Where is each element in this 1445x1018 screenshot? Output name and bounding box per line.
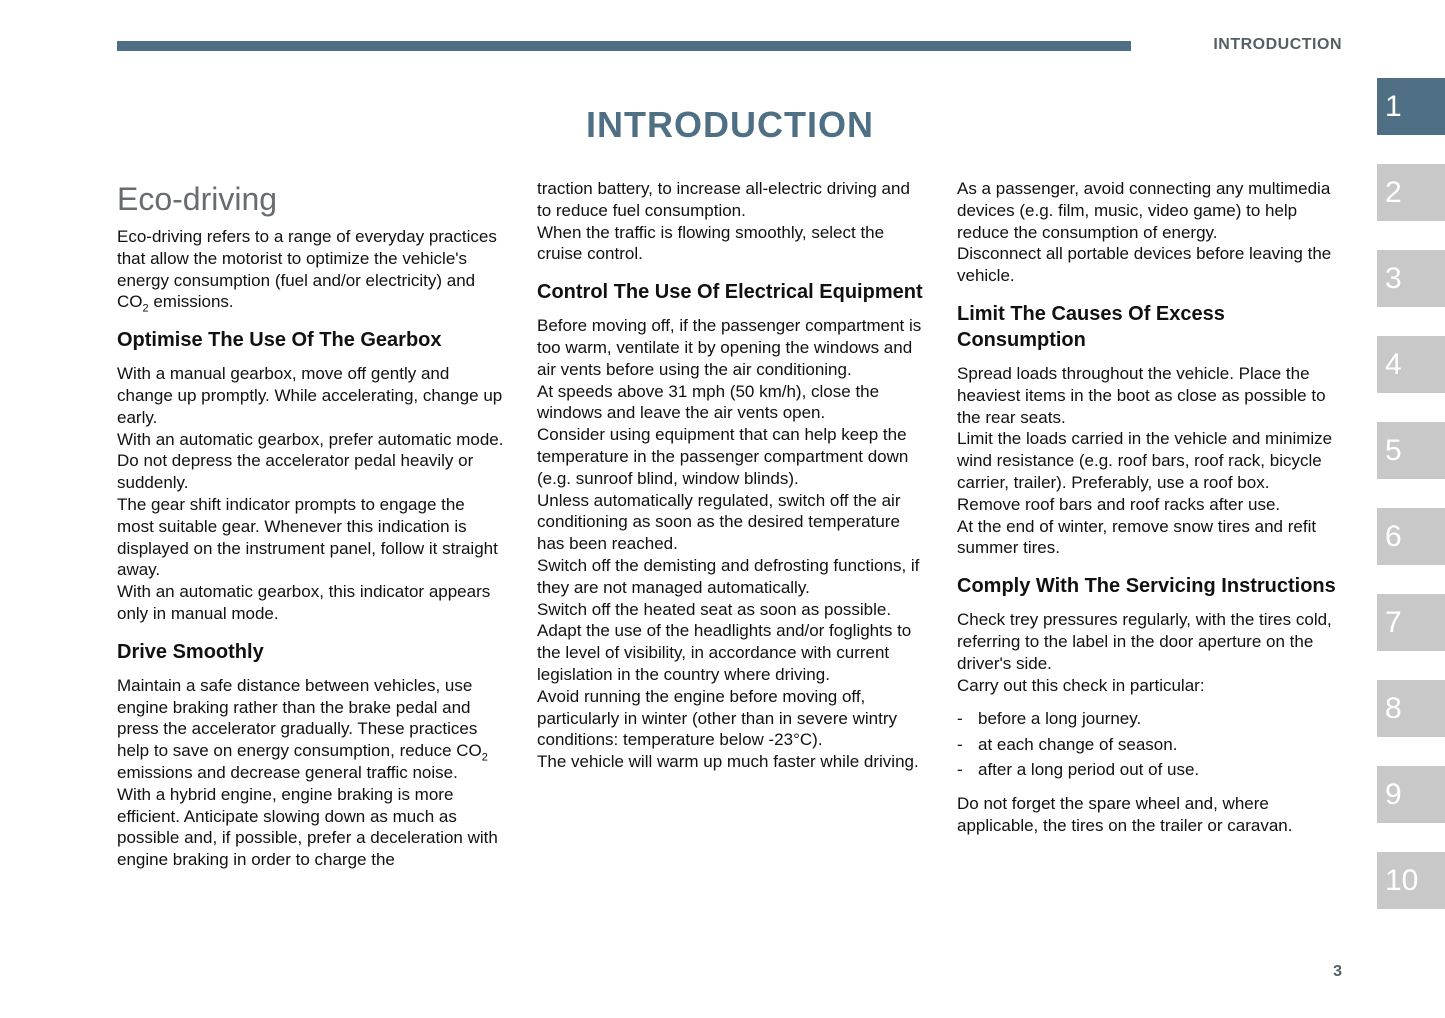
list-item — [957, 757, 1345, 783]
column-1 — [117, 178, 505, 871]
electrical-paragraph-5: Switch off the demisting and defrosting functions, if they are not managed automatically. — [537, 555, 920, 597]
heading-gearbox: Optimise The Use Of The Gearbox — [117, 329, 442, 352]
electrical-paragraph-1: Before moving off, if the passenger compartment is too warm, ventilate it by opening the windows and air vents before using the air conditioning. — [537, 316, 922, 379]
drive-paragraph-2: With a hybrid engine, engine braking is more efficient. Anticipate slowing down as much as possible and, if possible, prefer a deceleration with engine braking in order to charge the — [117, 784, 498, 870]
servicing-paragraph-1: Check trey pressures regularly, with the tires cold, referring to the label in the door aperture on the driver's side. — [957, 610, 1332, 673]
electrical-paragraph-7: Adapt the use of the headlights and/or foglights to the level of visibility, in accordance with current legislation in the country where driving. — [537, 621, 912, 684]
heading-servicing-instructions: Comply With The Servicing Instructions — [957, 575, 1336, 598]
chapter-tab-1[interactable]: 1 — [1377, 78, 1445, 135]
electrical-paragraph-8: Avoid running the engine before moving off, particularly in winter (other than in severe wintry conditions: temperature below -23°C). — [537, 686, 897, 750]
list-item — [957, 732, 1345, 758]
list-item-text: at each change of season. — [978, 734, 1178, 754]
passenger-paragraph-2: Disconnect all portable devices before leaving the vehicle. — [957, 244, 1332, 286]
heading-drive-smoothly: Drive Smoothly — [117, 640, 264, 663]
gearbox-paragraph-1: With a manual gearbox, move off gently and change up promptly. While accelerating, change up early. — [117, 364, 503, 427]
page-title: INTRODUCTION — [586, 104, 874, 145]
chapter-tab-8[interactable]: 8 — [1377, 680, 1445, 737]
drive-paragraph-1 — [117, 675, 505, 784]
drive-text: Maintain a safe distance between vehicles, use engine braking rather than the brake pedal and press the accelerator gradually. These practices help to save on energy consumption, reduce CO — [117, 675, 482, 761]
chapter-tab-5[interactable]: 5 — [1377, 422, 1445, 479]
header-rule — [117, 41, 1131, 51]
excess-paragraph-2: Limit the loads carried in the vehicle and minimize wind resistance (e.g. roof bars, roof rack, bicycle carrier, trailer). Preferably, use a roof box. — [957, 429, 1333, 492]
bullet-dash: - — [957, 734, 963, 754]
list-item-text: after a long period out of use. — [978, 760, 1200, 780]
page-number: 3 — [1333, 963, 1342, 980]
electrical-paragraph-9: The vehicle will warm up much faster while driving. — [537, 752, 919, 772]
bullet-dash: - — [957, 709, 963, 729]
list-item — [957, 706, 1345, 732]
continued-paragraph-2: When the traffic is flowing smoothly, select the cruise control. — [537, 222, 885, 264]
excess-paragraph-1: Spread loads throughout the vehicle. Place the heaviest items in the boot as close as possible to the rear seats. — [957, 363, 1326, 427]
servicing-paragraph-3: Do not forget the spare wheel and, where applicable, the tires on the trailer or caravan. — [957, 793, 1293, 835]
gearbox-paragraph-3: The gear shift indicator prompts to engage the most suitable gear. Whenever this indication is displayed on the instrument panel, follow it straight away. — [117, 494, 498, 580]
chapter-tab-3[interactable]: 3 — [1377, 250, 1445, 307]
excess-paragraph-4: At the end of winter, remove snow tires and refit summer tires. — [957, 516, 1317, 558]
electrical-paragraph-4: Unless automatically regulated, switch off the air conditioning as soon as the desired temperature has been reached. — [537, 490, 901, 554]
column-2 — [537, 178, 925, 773]
drive-subscript: 2 — [481, 751, 488, 764]
eco-intro-subscript: 2 — [142, 302, 149, 315]
chapter-tab-2[interactable]: 2 — [1377, 164, 1445, 221]
chapter-tab-7[interactable]: 7 — [1377, 594, 1445, 651]
eco-intro-text-end: emissions. — [148, 292, 234, 312]
heading-electrical-equipment: Control The Use Of Electrical Equipment — [537, 281, 923, 304]
servicing-checklist — [957, 706, 1345, 783]
chapter-tab-10[interactable]: 10 — [1377, 852, 1445, 909]
bullet-dash: - — [957, 760, 963, 780]
heading-excess-consumption: Limit The Causes Of Excess Consumption — [957, 302, 1225, 351]
continued-paragraph-1: traction battery, to increase all-electric driving and to reduce fuel consumption. — [537, 179, 910, 220]
eco-intro-text: Eco-driving refers to a range of everyday practices that allow the motorist to optimize the vehicle's energy consumption (fuel and/or electricity) and CO — [117, 227, 497, 312]
drive-text-end: emissions and decrease general traffic noise. — [117, 762, 458, 782]
excess-paragraph-3: Remove roof bars and roof racks after use. — [957, 494, 1281, 514]
chapter-tab-6[interactable]: 6 — [1377, 508, 1445, 565]
column-3 — [957, 178, 1345, 836]
passenger-paragraph-1: As a passenger, avoid connecting any multimedia devices (e.g. film, music, video game) to help reduce the consumption of energy. — [957, 179, 1331, 242]
chapter-tab-9[interactable]: 9 — [1377, 766, 1445, 823]
chapter-tab-4[interactable]: 4 — [1377, 336, 1445, 393]
gearbox-paragraph-4: With an automatic gearbox, this indicator appears only in manual mode. — [117, 582, 491, 623]
electrical-paragraph-3: Consider using equipment that can help keep the temperature in the passenger compartment down (e.g. sunroof blind, window blinds). — [537, 425, 909, 488]
electrical-paragraph-6: Switch off the heated seat as soon as possible. — [537, 599, 892, 619]
eco-intro-paragraph — [117, 226, 505, 313]
gearbox-paragraph-2: With an automatic gearbox, prefer automatic mode. Do not depress the accelerator pedal heavily or suddenly. — [117, 429, 504, 493]
section-title-eco-driving: Eco-driving — [117, 181, 278, 217]
electrical-paragraph-2: At speeds above 31 mph (50 km/h), close the windows and leave the air vents open. — [537, 381, 880, 423]
list-item-text: before a long journey. — [978, 709, 1142, 729]
running-head: INTRODUCTION — [1213, 36, 1342, 53]
servicing-paragraph-2: Carry out this check in particular: — [957, 675, 1205, 695]
